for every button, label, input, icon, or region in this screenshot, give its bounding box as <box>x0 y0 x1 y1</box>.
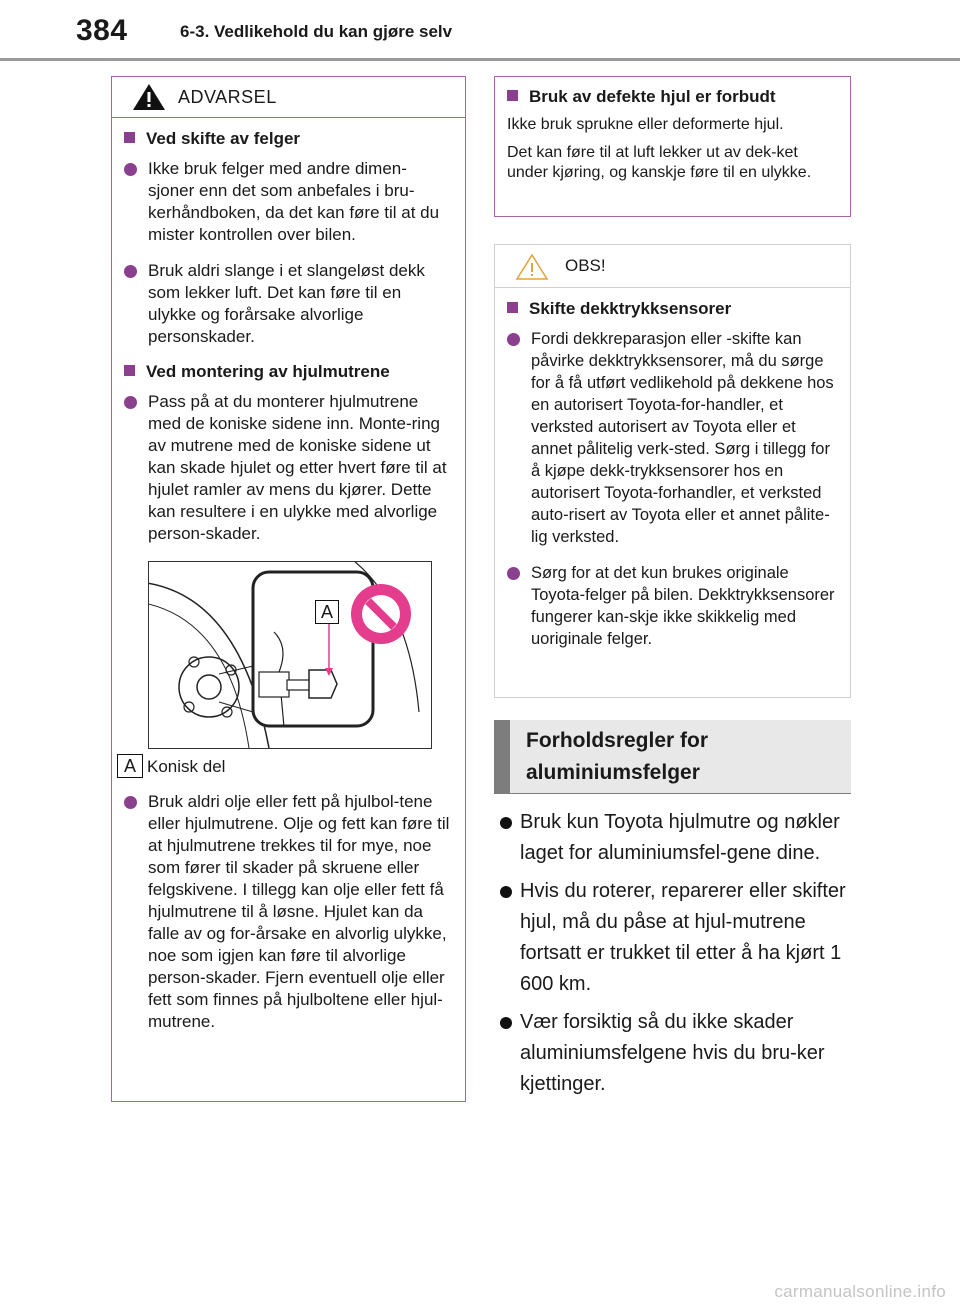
header-divider <box>0 58 960 61</box>
banner-line-1: Forholdsregler for <box>526 729 709 752</box>
round-bullet-icon <box>500 817 512 829</box>
round-bullet-icon <box>124 265 137 278</box>
warning-triangle-icon <box>132 83 166 116</box>
notice-title: OBS! <box>565 256 606 275</box>
caption-label: A <box>117 754 143 778</box>
warning-box <box>111 76 466 1102</box>
wheel-nut-illustration <box>148 561 432 749</box>
round-bullet-icon <box>507 567 520 580</box>
warning-bullet: Ikke bruk felger med andre dimen-sjoner enn det som anbefales i bru-kerhåndboken, da det kan føre til at du mister kontrollen over bilen. <box>122 158 451 246</box>
warning-heading-2: Ved montering av hjulmutrene <box>122 362 465 382</box>
round-bullet-icon <box>500 1017 512 1029</box>
watermark: carmanualsonline.info <box>774 1282 946 1301</box>
defect-box <box>494 76 851 217</box>
warning-title: ADVARSEL <box>178 87 277 107</box>
defect-paragraph: Ikke bruk sprukne eller deformerte hjul. <box>507 116 784 133</box>
warning-heading-1: Ved skifte av felger <box>122 129 465 149</box>
warning-title-row <box>112 77 465 118</box>
notice-bullet: Sørg for at det kun brukes originale Toyota-felger på bilen. Dekktrykksensorer fungerer kan-skje ikke skikkelig med uoriginale felger. <box>505 562 836 650</box>
page-header <box>0 0 960 62</box>
defect-heading: Bruk av defekte hjul er forbudt <box>505 87 850 107</box>
square-bullet-icon <box>507 302 518 313</box>
square-bullet-icon <box>124 365 135 376</box>
round-bullet-icon <box>124 796 137 809</box>
main-bullet-item: Bruk kun Toyota hjulmutre og nøkler laget for aluminiumsfel-gene dine. <box>494 807 854 869</box>
section-title: 6-3. Vedlikehold du kan gjøre selv <box>180 22 453 41</box>
warning-bullet: Bruk aldri slange i et slangeløst dekk som lekker luft. Det kan føre til en ulykke og forårsake alvorlige personskader. <box>122 260 451 348</box>
caution-triangle-icon <box>515 253 549 286</box>
notice-bullet: Fordi dekkreparasjon eller -skifte kan påvirke dekktrykksensorer, må du sørge for å få utført vedlikehold på dekkene hos en autorisert Toyota-for-handler, et verksted autorisert av Toyota eller et annet pålitelig verk-sted. Sørg i tillegg for å kjøpe dekk-trykksensorer hos en autorisert Toyota-forhandler, et verksted auto-risert av Toyota eller et annet pålite-lig verksted. <box>505 328 836 548</box>
square-bullet-icon <box>507 90 518 101</box>
figure-label-a: A <box>315 600 339 624</box>
notice-heading: Skifte dekktrykksensorer <box>505 299 850 319</box>
main-bullet-list <box>494 800 854 1100</box>
banner-line-2: aluminiumsfelger <box>526 761 700 784</box>
main-bullet-item: Vær forsiktig så du ikke skader aluminiumsfelgene hvis du bru-ker kjettinger. <box>494 1007 854 1100</box>
round-bullet-icon <box>507 333 520 346</box>
page-number: 384 <box>76 14 128 47</box>
notice-title-row <box>495 245 850 288</box>
round-bullet-icon <box>124 396 137 409</box>
round-bullet-icon <box>500 886 512 898</box>
warning-bullet: Pass på at du monterer hjulmutrene med de koniske sidene inn. Monte-ring av mutrene med de koniske sidene ut kan skade hjulet og etter hvert føre til at hjulet ramler av mens du kjører. Dette kan resultere i en ulykke med alvorlige person-skader. <box>122 391 451 545</box>
defect-paragraph: Det kan føre til at luft lekker ut av dek-ket under kjøring, og kanskje føre til en ulykke. <box>507 144 812 181</box>
notice-box <box>494 244 851 698</box>
warning-bullet: Bruk aldri olje eller fett på hjulbol-tene eller hjulmutrene. Olje og fett kan føre til at hjulmutrene trekkes til for mye, noe som fører til skader på skruene eller felgskivene. I tillegg kan olje eller fett få hjulmutrene til å løsne. Hjulet kan da falle av og for-årsake en alvorlig ulykke, noe som igjen kan føre til alvorlige person-skader. Fjern eventuell olje eller fett som finnes på hjulboltene eller hjul-mutrene. <box>122 791 451 1033</box>
figure-caption: A Konisk del <box>117 757 465 781</box>
round-bullet-icon <box>124 163 137 176</box>
square-bullet-icon <box>124 132 135 143</box>
section-banner <box>494 720 851 794</box>
main-bullet-item: Hvis du roterer, reparerer eller skifter hjul, må du påse at hjul-mutrene fortsatt er trukket til etter å ha kjørt 1 600 km. <box>494 876 854 1000</box>
